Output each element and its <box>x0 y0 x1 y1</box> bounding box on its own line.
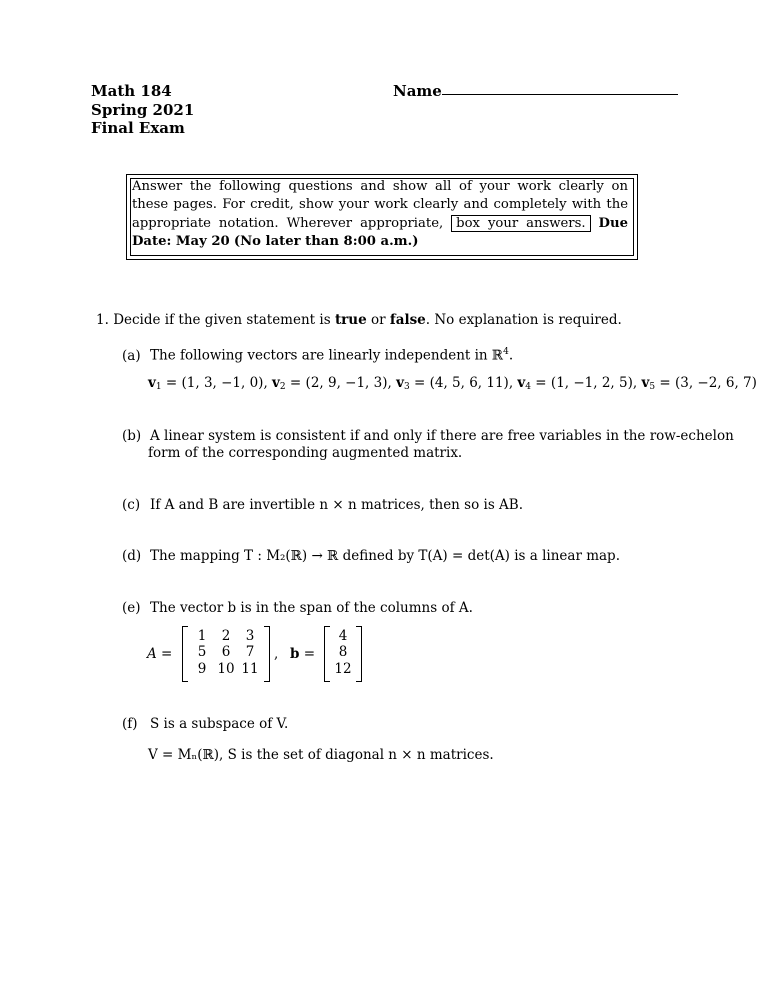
matrix-A-cell: 11 <box>241 661 259 677</box>
vector-b-label: b = <box>290 646 316 662</box>
part-d-label: (d) <box>122 548 142 564</box>
matrix-A-cell: 2 <box>221 628 231 644</box>
true-word: true <box>334 312 367 328</box>
matrix-A-cell: 7 <box>245 644 255 660</box>
matrix-A-cell: 1 <box>197 628 207 644</box>
vector-b-left-bracket <box>324 626 330 682</box>
name-label: Name <box>393 82 442 100</box>
matrix-comma: , <box>274 646 279 662</box>
vector-v2: (2, 9, −1, 3) <box>305 375 388 391</box>
vector-b-cell: 12 <box>334 661 352 677</box>
matrix-A-right-bracket <box>264 626 270 682</box>
matrix-A-cell: 6 <box>221 644 231 660</box>
vector-v4: (1, −1, 2, 5) <box>550 375 633 391</box>
matrix-A-cell: 9 <box>197 661 207 677</box>
part-a: (a) The following vectors are linearly independent in ℝ$^4$. <box>122 347 514 364</box>
vector-b-cell: 8 <box>338 644 348 660</box>
question-1 <box>96 312 622 328</box>
part-b-line2: form of the corresponding augmented matrix. <box>148 445 463 461</box>
matrix-A-label: A = <box>147 646 173 662</box>
part-e-text: The vector b is in the span of the columns of A. <box>150 600 473 616</box>
boxed-phrase: box your answers. <box>451 215 590 232</box>
matrix-A-cell: 10 <box>217 661 235 677</box>
part-d-text: The mapping T : M₂(ℝ) → ℝ defined by T(A) = det(A) is a linear map. <box>150 548 620 564</box>
part-a-text: The following vectors are linearly independent in ℝ <box>150 347 504 364</box>
part-b-line1: A linear system is consistent if and only if there are free variables in the row-echelon <box>150 428 734 444</box>
part-c <box>122 497 523 513</box>
part-f-text: S is a subspace of V. <box>150 716 289 732</box>
part-e <box>122 600 473 616</box>
part-f-label: (f) <box>122 716 138 732</box>
part-b-label: (b) <box>122 428 142 444</box>
vector-v5: (3, −2, 6, 7) <box>674 375 757 391</box>
due-date: Due Date: May 20 <box>132 215 628 249</box>
part-a-vectors: v1 = (1, 3, −1, 0), v2 = (2, 9, −1, 3), v3 = (4, 5, 6, 11), v4 = (1, −1, 2, 5), v5 = (3, −2, 6, 7) <box>148 375 757 392</box>
part-c-label: (c) <box>122 497 141 513</box>
matrix-A-left-bracket <box>182 626 188 682</box>
or-word: or <box>371 312 386 328</box>
name-field <box>393 82 442 101</box>
instructions-text <box>132 178 628 251</box>
part-d <box>122 548 620 564</box>
vector-v1: (1, 3, −1, 0) <box>181 375 264 391</box>
matrix-A-cell: 3 <box>245 628 255 644</box>
part-c-text: If A and B are invertible n × n matrices, then so is AB. <box>150 497 524 513</box>
course-name: Math 184 <box>91 82 172 100</box>
due-detail: (No later than 8:00 a.m.) <box>233 233 419 249</box>
vector-b-right-bracket <box>356 626 362 682</box>
question-number: 1. <box>96 312 109 328</box>
matrix-A <box>182 626 270 682</box>
part-f-detail: V = Mₙ(ℝ), S is the set of diagonal n × n matrices. <box>148 747 494 763</box>
false-word: false <box>389 312 426 328</box>
course-term: Spring 2021 <box>91 100 195 119</box>
part-e-label: (e) <box>122 600 141 616</box>
question-text-pre: Decide if the given statement is <box>113 312 331 328</box>
exam-title: Final Exam <box>91 119 185 137</box>
question-text-post: . No explanation is required. <box>425 312 622 328</box>
part-f <box>122 716 288 732</box>
name-line <box>442 94 678 95</box>
vector-v3: (4, 5, 6, 11) <box>429 375 509 391</box>
matrix-A-cell: 5 <box>197 644 207 660</box>
course-header <box>91 82 194 138</box>
part-a-exponent: 4 <box>503 347 509 357</box>
instructions-box <box>126 174 638 260</box>
vector-b <box>324 626 362 682</box>
vector-b-cell: 4 <box>338 628 348 644</box>
instructions-body: Answer the following questions and show all of your work clearly on these pages. For credit, show your work clearly and completely with the appropriate notation. Wherever appropriate, <box>132 179 628 231</box>
part-b <box>122 428 734 444</box>
part-a-label: (a) <box>122 347 141 364</box>
